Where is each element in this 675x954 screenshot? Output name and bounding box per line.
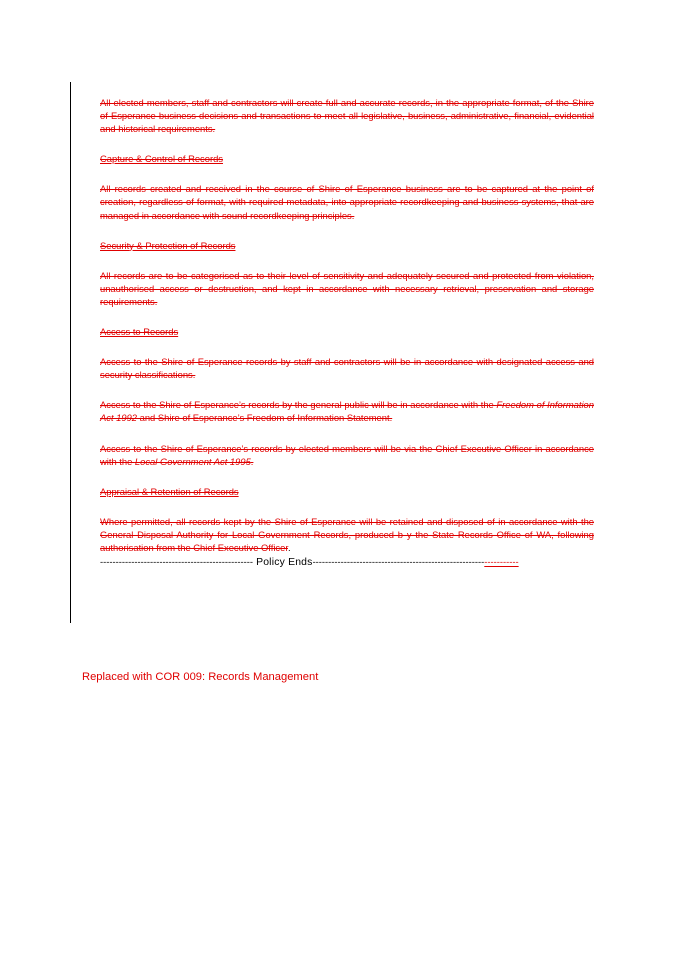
policy-ends-line (100, 555, 594, 569)
lg-act-title: Local Government Act 1995 (134, 455, 251, 467)
access-heading: Access to Records (100, 326, 179, 338)
right-dashes: ------------------------------------------------------- (312, 556, 485, 568)
left-dashes: ------------------------------------------------- (100, 556, 253, 568)
capture-heading: Capture & Control of Records (100, 153, 223, 165)
access-public-paragraph: Access to the Shire of Esperance’s records by the general public will be in accordance with the Freedom of Information Act 1992 and Shire of Esperance’s Freedom of Information Statement. (100, 399, 594, 424)
change-bar (70, 82, 71, 623)
access-members-paragraph: Access to the Shire of Esperance’s records by elected members will be via the Chief Executive Officer in accordance with the Local Government Act 1995. (100, 442, 594, 467)
foi-act-title: Freedom of Information Act 1992 (100, 399, 594, 424)
security-paragraph: All records are to be categorised as to their level of sensitivity and adequately secured and protected from violation, unauthorised access or destruction, and kept in accordance with necessary retrieval, preservation and storage requirements. (100, 269, 594, 307)
inserted-dashes: ----------- (484, 556, 519, 568)
appraisal-heading: Appraisal & Retention of Records (100, 485, 239, 497)
security-heading: Security & Protection of Records (100, 239, 236, 251)
policy-ends-label: Policy Ends (252, 557, 313, 569)
replaced-note: Replaced with COR 009: Records Management (82, 671, 319, 683)
intro-paragraph: All elected members, staff and contractors will create full and accurate records, in the appropriate format, of the Shire of Esperance business decisions and transactions to meet all legislative, business, administrative, financial, evidential and historical requirements. (100, 97, 594, 135)
access-staff-paragraph: Access to the Shire of Esperance records by staff and contractors will be in accordance with designated access and security classifications. (100, 356, 594, 381)
policy-text-block (100, 96, 594, 569)
capture-paragraph: All records created and received in the course of Shire of Esperance business are to be captured at the point of creation, regardless of format, with required metadata, into appropriate recordkeeping and business systems, that are managed in accordance with sound recordkeeping principles. (100, 183, 594, 221)
appraisal-paragraph: Where permitted, all records kept by the Shire of Esperance will be retained and disposed of in accordance with the General Disposal Authority for Local Government Records, produced b y the State Records Office of WA, following authorisation from the Chief Executive Officer. (100, 515, 594, 553)
